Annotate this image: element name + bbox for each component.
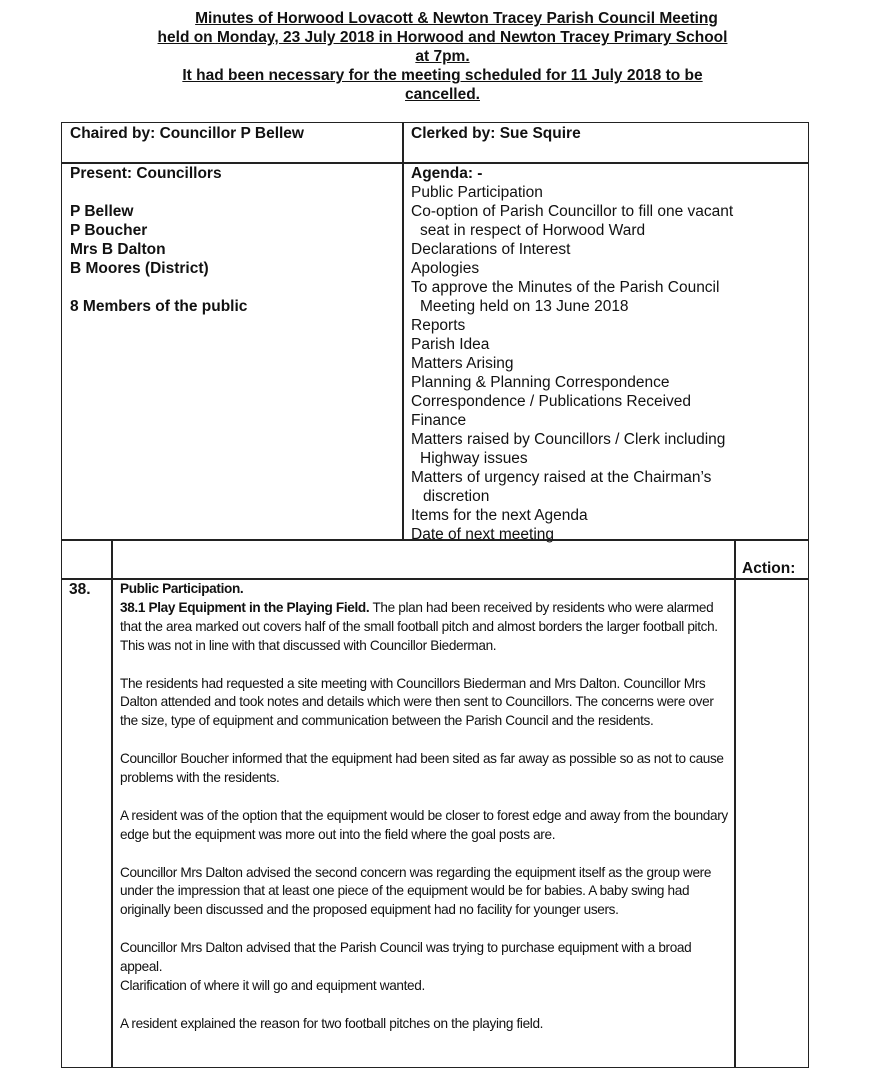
members-of-public: 8 Members of the public (70, 298, 248, 315)
agenda-item: Date of next meeting (411, 526, 555, 543)
header-line-3: at 7pm. (415, 48, 470, 65)
agenda-item: Planning & Planning Correspondence (411, 374, 670, 391)
item-title: Public Participation. (120, 581, 244, 596)
agenda-item: To approve the Minutes of the Parish Council (411, 279, 720, 296)
agenda-item: Finance (411, 412, 467, 429)
agenda-item: discretion (423, 488, 490, 505)
present-member: P Bellew (70, 203, 134, 220)
minutes-number-column-divider (111, 540, 113, 1068)
clerked-by: Clerked by: Sue Squire (411, 125, 581, 142)
header-line-5: cancelled. (405, 86, 480, 103)
agenda-item: Reports (411, 317, 466, 334)
header-line-1: Minutes of Horwood Lovacott & Newton Tracey Parish Council Meeting (195, 10, 718, 27)
header-line-2: held on Monday, 23 July 2018 in Horwood and Newton Tracey Primary School (157, 29, 728, 46)
chaired-by: Chaired by: Councillor P Bellew (70, 125, 304, 142)
header-line-4: It had been necessary for the meeting scheduled for 11 July 2018 to be (182, 67, 703, 84)
minutes-paragraph: Councillor Mrs Dalton advised the second concern was regarding the equipment itself as the group were under the impression that at least one piece of the equipment would be for babies. A baby swing had originally been discussed and the proposed equipment had no facility for younger users. (120, 864, 712, 918)
present-member: P Boucher (70, 222, 148, 239)
agenda-item: Declarations of Interest (411, 241, 571, 258)
item-number: 38. (69, 581, 91, 598)
agenda-item: Matters Arising (411, 355, 514, 372)
agenda-item: Highway issues (420, 450, 528, 467)
agenda-item: Co-option of Parish Councillor to fill one vacant (411, 203, 734, 220)
agenda-item: Matters of urgency raised at the Chairman’s (411, 469, 712, 486)
minutes-paragraph: Councillor Boucher informed that the equipment had been sited as far away as possible so as not to cause problems with the residents. (120, 751, 724, 786)
present-section (70, 164, 247, 316)
present-member: B Moores (District) (70, 260, 209, 277)
document-header (0, 9, 885, 104)
minutes-body (120, 580, 730, 1053)
minutes-paragraph: Clarification of where it will go and equipment wanted. (120, 977, 425, 993)
agenda-item: Matters raised by Councillors / Clerk including (411, 431, 726, 448)
agenda-item: Parish Idea (411, 336, 490, 353)
minutes-paragraph: The residents had requested a site meeting with Councillors Biederman and Mrs Dalton. Councillor Mrs Dalton attended and took notes and details which were then sent to Councillors. The concerns were over the size, type of equipment and communication between the Parish Council and the residents. (120, 675, 714, 729)
minutes-paragraph (120, 599, 730, 637)
agenda-item: Meeting held on 13 June 2018 (420, 298, 629, 315)
action-column-heading: Action: (742, 560, 796, 577)
agenda-section (411, 164, 733, 544)
present-heading: Present: Councillors (70, 165, 222, 182)
agenda-item: Public Participation (411, 184, 543, 201)
agenda-item: seat in respect of Horwood Ward (420, 222, 646, 239)
minutes-paragraph: This was not in line with that discussed with Councillor Biederman. (120, 637, 497, 653)
present-member: Mrs B Dalton (70, 241, 166, 258)
minutes-paragraph: A resident explained the reason for two football pitches on the playing field. (120, 1015, 544, 1031)
agenda-item: Items for the next Agenda (411, 507, 588, 524)
agenda-heading: Agenda: - (411, 165, 483, 182)
minutes-action-column-divider (734, 540, 736, 1068)
minutes-paragraph: A resident was of the option that the equipment would be closer to forest edge and away from the boundary edge but the equipment was more out into the field where the goal posts are. (120, 807, 728, 842)
agenda-item: Apologies (411, 260, 480, 277)
minutes-paragraph: Councillor Mrs Dalton advised that the Parish Council was trying to purchase equipment with a broad appeal. (120, 940, 692, 975)
subitem-title: 38.1 Play Equipment in the Playing Field. (120, 599, 370, 615)
agenda-item: Correspondence / Publications Received (411, 393, 692, 410)
subitem-intro: The plan had been received by residents who were alarmed that the area marked out covers half of the small football pitch and almost borders the larger football pitch. (120, 599, 718, 634)
attendance-table-divider (402, 122, 404, 540)
